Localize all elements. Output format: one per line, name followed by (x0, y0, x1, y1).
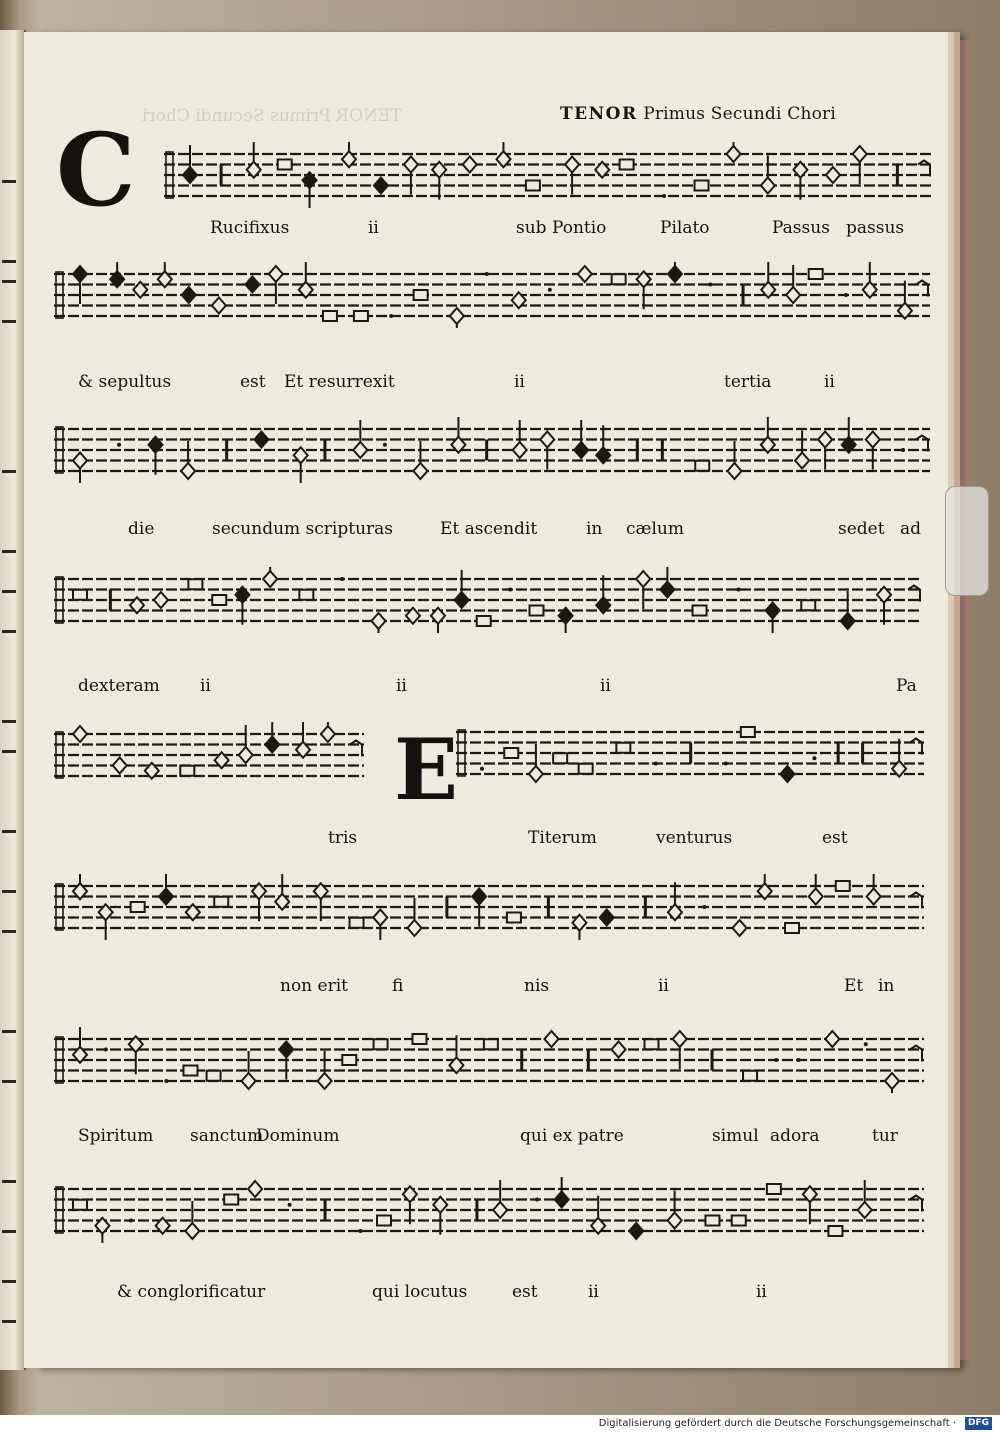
lyric-syllable: ii (756, 1282, 767, 1302)
initial-letter-c: C (56, 111, 136, 229)
lyric-syllable: ii (658, 976, 669, 996)
lyric-syllable: secundum scripturas (212, 519, 394, 539)
lyrics-line-5 (100, 828, 930, 854)
staff-lines (54, 874, 924, 940)
staff-2 (54, 262, 930, 328)
lyric-syllable: tris (328, 828, 358, 848)
lyric-syllable: simul (712, 1126, 759, 1146)
staff-lines (54, 567, 922, 633)
lyric-syllable: est (822, 828, 848, 848)
facing-page-mark (2, 1280, 16, 1283)
lyrics-line-2 (78, 372, 930, 398)
staff-7 (54, 1027, 924, 1093)
staff-5b (456, 720, 924, 786)
lyrics-line-7 (78, 1126, 930, 1152)
lyric-syllable: tertia (724, 372, 772, 392)
lyric-syllable: in (878, 976, 895, 996)
staff-lines (54, 722, 364, 788)
lyric-syllable: Et (844, 976, 864, 996)
lyric-syllable: die (128, 519, 155, 539)
facing-page-mark (2, 890, 16, 893)
staff-3 (54, 417, 930, 483)
lyric-syllable: ii (588, 1282, 599, 1302)
lyric-syllable: Et ascendit (440, 519, 538, 539)
initial-letter-e: E (394, 720, 459, 819)
lyric-syllable: ii (824, 372, 835, 392)
staff-1 (164, 142, 932, 208)
staff-lines (456, 720, 924, 786)
part-subtitle: Primus Secundi Chori (643, 104, 837, 124)
lyric-syllable: ii (396, 676, 407, 696)
facing-page-mark (2, 590, 16, 593)
lyric-syllable: sub Pontio (516, 218, 607, 238)
facing-page-mark (2, 320, 16, 323)
facing-page-mark (2, 550, 16, 553)
staff-lines (54, 1027, 924, 1093)
facing-page-mark (2, 280, 16, 283)
footer-credit: Digitalisierung gefördert durch die Deutsche Forschungsgemeinschaft · (598, 1418, 956, 1429)
facing-page-mark (2, 1030, 16, 1033)
part-name: TENOR (560, 104, 638, 124)
lyric-syllable: Spiritum (78, 1126, 154, 1146)
lyric-syllable: dexteram (78, 676, 160, 696)
lyrics-line-3 (100, 519, 930, 545)
lyric-syllable: Pa (896, 676, 917, 696)
lyric-syllable: nis (524, 976, 550, 996)
bleed-through-text: TENOR Primus Secundi Chori (142, 106, 402, 126)
staff-lines (54, 262, 930, 328)
lyric-syllable: Dominum (256, 1126, 340, 1146)
lyric-syllable: qui locutus (372, 1282, 468, 1302)
facing-page-mark (2, 720, 16, 723)
staff-lines (164, 142, 932, 208)
lyric-syllable: ii (514, 372, 525, 392)
lyric-syllable: ii (200, 676, 211, 696)
lyric-syllable: & conglorificatur (117, 1282, 266, 1302)
lyric-syllable: ii (368, 218, 379, 238)
facing-page-mark (2, 1320, 16, 1323)
lyric-syllable: sanctum (190, 1126, 264, 1146)
page-clip (945, 486, 989, 596)
staff-5a (54, 722, 364, 788)
facing-page-mark (2, 1180, 16, 1183)
facing-page-mark (2, 1230, 16, 1233)
lyric-syllable: Titerum (528, 828, 597, 848)
lyrics-line-6 (100, 976, 930, 1002)
staff-8 (54, 1177, 924, 1243)
music-page (24, 32, 948, 1368)
facing-page-mark (2, 470, 16, 473)
lyric-syllable: sedet (838, 519, 885, 539)
lyric-syllable: Et resurrexit (284, 372, 395, 392)
staff-4 (54, 567, 922, 633)
lyric-syllable: cælum (626, 519, 685, 539)
lyric-syllable: non erit (280, 976, 348, 996)
lyric-syllable: ii (600, 676, 611, 696)
facing-page-mark (2, 180, 16, 183)
part-header (560, 104, 836, 124)
lyric-syllable: est (240, 372, 266, 392)
lyric-syllable: Rucifixus (210, 218, 290, 238)
facing-page-mark (2, 1080, 16, 1083)
facing-page-mark (2, 630, 16, 633)
dfg-logo: DFG (965, 1417, 992, 1430)
lyrics-line-4 (78, 676, 930, 702)
staff-lines (54, 417, 930, 483)
lyric-syllable: adora (770, 1126, 820, 1146)
lyrics-line-1 (100, 218, 930, 244)
facing-page-edge (0, 30, 26, 1370)
lyric-syllable: est (512, 1282, 538, 1302)
footer-bar (0, 1415, 1000, 1433)
lyric-syllable: fi (392, 976, 404, 996)
facing-page-mark (2, 260, 16, 263)
staff-6 (54, 874, 924, 940)
facing-page-mark (2, 830, 16, 833)
lyric-syllable: & sepultus (78, 372, 172, 392)
lyric-syllable: qui ex patre (520, 1126, 624, 1146)
facing-page-mark (2, 750, 16, 753)
facing-page-mark (2, 930, 16, 933)
lyrics-line-8 (100, 1282, 930, 1308)
staff-lines (54, 1177, 924, 1243)
lyric-syllable: venturus (656, 828, 733, 848)
lyric-syllable: tur (872, 1126, 898, 1146)
lyric-syllable: Passus (772, 218, 830, 238)
page-stack-edge (948, 40, 970, 1360)
lyric-syllable: ad (900, 519, 922, 539)
lyric-syllable: in (586, 519, 603, 539)
lyric-syllable: Pilato (660, 218, 710, 238)
lyric-syllable: passus (846, 218, 905, 238)
